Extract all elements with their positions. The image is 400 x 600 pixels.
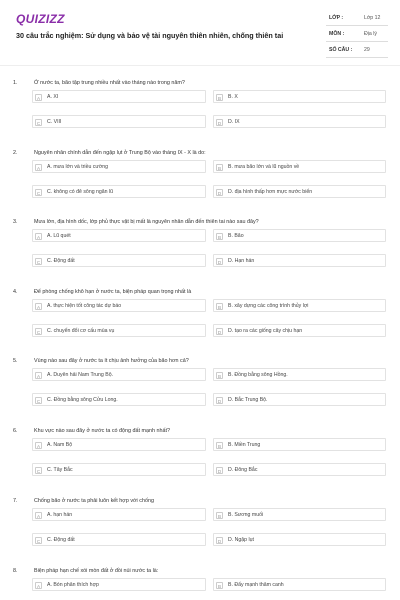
option-a[interactable] <box>32 368 206 381</box>
question-number: 8. <box>13 568 18 574</box>
option-text: C. không có đê sông ngăn lũ <box>47 189 114 196</box>
question-text: Để phòng chống khô hạn ở nước ta, biện pháp quan trọng nhất là <box>34 289 192 295</box>
option-c[interactable] <box>32 185 206 198</box>
option-text: A. Duyên hải Nam Trung Bộ. <box>47 372 114 379</box>
option-c[interactable] <box>32 324 206 337</box>
option-letter: A <box>36 373 41 379</box>
option-a[interactable] <box>32 90 206 103</box>
option-d[interactable] <box>213 463 386 476</box>
option-b[interactable] <box>213 578 386 591</box>
option-letter: B <box>217 304 222 310</box>
option-text: C. Tây Bắc <box>47 467 73 474</box>
meta-key: SỐ CÂU : <box>329 47 353 53</box>
option-letter: C <box>36 329 41 335</box>
question-number: 1. <box>13 80 18 86</box>
option-letter: B <box>217 95 222 101</box>
question-number: 3. <box>13 219 18 225</box>
question-text: Mưa lớn, địa hình dốc, lớp phủ thực vật bị mất là nguyên nhân dẫn đến thiên tai nào sau đây? <box>34 219 259 225</box>
option-letter: B <box>217 583 222 589</box>
option-letter: C <box>36 538 41 544</box>
option-letter: D <box>217 329 222 335</box>
option-letter: A <box>36 165 41 171</box>
option-letter: A <box>36 443 41 449</box>
option-a[interactable] <box>32 299 206 312</box>
option-text: C. Động đất <box>47 258 75 265</box>
question-text: Vùng nào sau đây ở nước ta ít chịu ảnh hưởng của bão hơn cả? <box>34 358 189 364</box>
option-text: D. Hạn hán <box>228 258 255 265</box>
option-c[interactable] <box>32 533 206 546</box>
option-letter: D <box>217 120 222 126</box>
option-text: C. Động đất <box>47 537 75 544</box>
question-text: Khu vực nào sau đây ở nước ta có động đất mạnh nhất? <box>34 428 170 434</box>
meta-value: Địa lý <box>364 31 377 37</box>
question-number: 4. <box>13 289 18 295</box>
option-text: A. Nam Bộ <box>47 442 73 449</box>
question-text: Chống bão ở nước ta phải luôn kết hợp với chống <box>34 498 154 504</box>
option-b[interactable] <box>213 438 386 451</box>
option-a[interactable] <box>32 508 206 521</box>
option-letter: D <box>217 538 222 544</box>
option-a[interactable] <box>32 160 206 173</box>
page-title: 30 câu trắc nghiệm: Sử dụng và bảo vệ tài nguyên thiên nhiên, chống thiên tai <box>16 31 284 40</box>
option-b[interactable] <box>213 368 386 381</box>
option-b[interactable] <box>213 160 386 173</box>
option-letter: D <box>217 259 222 265</box>
option-letter: D <box>217 398 222 404</box>
header-divider <box>0 65 400 66</box>
option-b[interactable] <box>213 229 386 242</box>
option-b[interactable] <box>213 90 386 103</box>
question-number: 7. <box>13 498 18 504</box>
option-text: B. Miền Trung <box>228 442 261 449</box>
option-text: B. Sương muối <box>228 512 264 519</box>
option-letter: B <box>217 373 222 379</box>
option-letter: C <box>36 120 41 126</box>
option-d[interactable] <box>213 115 386 128</box>
option-text: C. chuyển đổi cơ cấu mùa vụ <box>47 328 115 335</box>
option-text: C. VIII <box>47 119 62 126</box>
option-text: B. Đẩy mạnh thâm canh <box>228 582 284 589</box>
option-letter: A <box>36 95 41 101</box>
option-c[interactable] <box>32 115 206 128</box>
option-letter: D <box>217 190 222 196</box>
option-d[interactable] <box>213 254 386 267</box>
option-text: A. hạn hán <box>47 512 73 519</box>
option-letter: C <box>36 398 41 404</box>
question-text: Ở nước ta, bão tập trung nhiều nhất vào tháng nào trong năm? <box>34 80 185 86</box>
meta-value: 29 <box>364 47 370 53</box>
meta-table <box>326 10 388 58</box>
option-text: A. Bón phân thích hợp <box>47 582 99 589</box>
option-letter: B <box>217 234 222 240</box>
option-text: A. Lũ quét <box>47 233 71 240</box>
option-letter: A <box>36 583 41 589</box>
option-letter: A <box>36 513 41 519</box>
option-c[interactable] <box>32 254 206 267</box>
question-text: Biện pháp hạn chế xói mòn đất ở đồi núi nước ta là: <box>34 568 159 574</box>
option-c[interactable] <box>32 463 206 476</box>
meta-key: LỚP : <box>329 15 344 21</box>
question-number: 2. <box>13 150 18 156</box>
option-letter: C <box>36 190 41 196</box>
option-letter: B <box>217 443 222 449</box>
option-text: B. Bão <box>228 233 244 240</box>
meta-value: Lớp 12 <box>364 15 381 21</box>
option-text: D. Ngập lụt <box>228 537 254 544</box>
option-letter: D <box>217 468 222 474</box>
option-d[interactable] <box>213 533 386 546</box>
option-text: D. tạo ra các giống cây chịu hạn <box>228 328 303 335</box>
question-number: 5. <box>13 358 18 364</box>
option-a[interactable] <box>32 578 206 591</box>
option-text: B. mưa bão lớn và lũ nguồn về <box>228 164 300 171</box>
option-letter: A <box>36 234 41 240</box>
option-letter: A <box>36 304 41 310</box>
meta-row-subject <box>326 26 388 42</box>
option-letter: C <box>36 259 41 265</box>
meta-row-class <box>326 10 388 26</box>
option-text: A. mưa lớn và triều cường <box>47 164 109 171</box>
option-a[interactable] <box>32 438 206 451</box>
option-c[interactable] <box>32 393 206 406</box>
option-d[interactable] <box>213 324 386 337</box>
meta-row-count <box>326 42 388 58</box>
quizizz-logo[interactable]: QUIZIZZ <box>16 12 65 26</box>
option-letter: C <box>36 468 41 474</box>
option-b[interactable] <box>213 299 386 312</box>
option-text: D. địa hình thấp hơn mực nước biển <box>228 189 313 196</box>
option-text: B. xây dựng các công trình thủy lợi <box>228 303 309 310</box>
option-text: A. XI <box>47 94 59 101</box>
option-letter: B <box>217 513 222 519</box>
question-number: 6. <box>13 428 18 434</box>
option-text: C. Đồng bằng sông Cửu Long. <box>47 397 118 404</box>
option-text: D. Bắc Trung Bộ. <box>228 397 268 404</box>
option-b[interactable] <box>213 508 386 521</box>
option-text: D. IX <box>228 119 240 126</box>
option-d[interactable] <box>213 393 386 406</box>
option-text: B. Đồng bằng sông Hồng. <box>228 372 288 379</box>
option-text: A. thực hiện tốt công tác dự báo <box>47 303 122 310</box>
option-d[interactable] <box>213 185 386 198</box>
option-a[interactable] <box>32 229 206 242</box>
meta-key: MÔN : <box>329 31 345 37</box>
option-text: B. X <box>228 94 238 101</box>
question-text: Nguyên nhân chính dẫn đến ngập lụt ở Trung Bộ vào tháng IX - X là do: <box>34 150 206 156</box>
option-text: D. Đông Bắc <box>228 467 258 474</box>
option-letter: B <box>217 165 222 171</box>
